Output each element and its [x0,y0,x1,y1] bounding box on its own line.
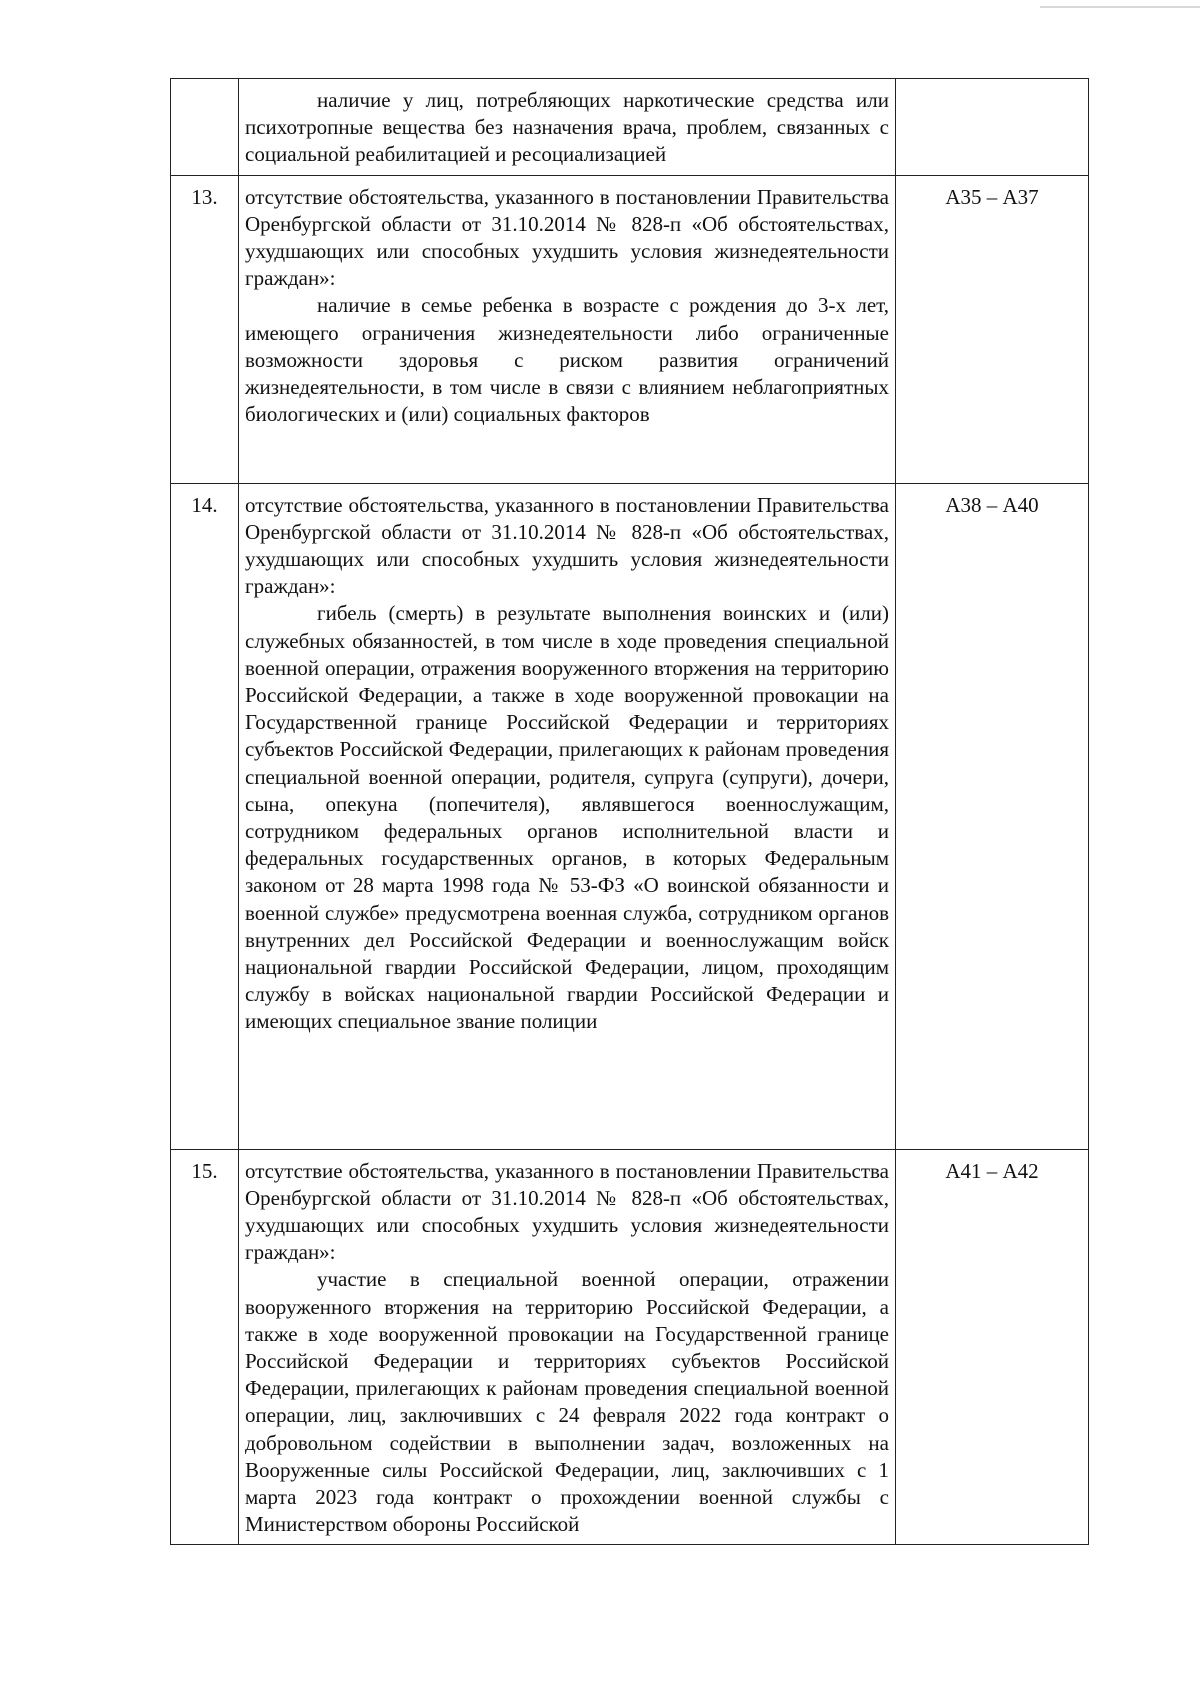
row-paragraph: наличие у лиц, потребляющих наркотические средства или психотропные вещества без назначения врача, проблем, связанных с социальной реабилитацией и ресоциализацией [245,88,889,167]
row-paragraph: наличие в семье ребенка в возрасте с рождения до 3-х лет, имеющего ограничения жизнедеятельности либо ограниченные возможности здоровья с риском развития ограничений жизнедеятельности, в том числе в связи с влиянием неблагоприятных биологических и (или) социальных факторов [245,293,889,427]
table-row [171,483,1089,1149]
row-paragraph: отсутствие обстоятельства, указанного в постановлении Правительства Оренбургской области от 31.10.2014 № 828-п «Об обстоятельствах, ухудшающих или способных ухудшить условия жизнедеятельности граждан»: [245,184,889,291]
row-description [239,1149,896,1545]
row-number [171,79,239,176]
row-code: А38 – А40 [896,483,1089,1149]
table-row [171,175,1089,483]
table-row [171,79,1089,176]
scan-edge-mark [1040,6,1200,8]
criteria-table [170,78,1089,1545]
row-description [239,79,896,176]
row-number: 14. [171,483,239,1149]
row-number: 15. [171,1149,239,1545]
row-code: А35 – А37 [896,175,1089,483]
row-paragraph: гибель (смерть) в результате выполнения воинских и (или) служебных обязанностей, в том числе в ходе проведения специальной военной операции, отражения вооруженного вторжения на территорию Российской Федерации, а также в ходе вооруженной провокации на Государственной границе Российской Федерации и территориях субъектов Российской Федерации, прилегающих к районам проведения специальной военной операции, родителя, супруга (супруги), дочери, сына, опекуна (попечителя), являвшегося военнослужащим, сотрудником федеральных органов исполнительной власти и федеральных государственных органов, в которых Федеральным законом от 28 марта 1998 года № 53-ФЗ «О воинской обязанности и военной службе» предусмотрена военная служба, сотрудником органов внутренних дел Российской Федерации и военнослужащим войск национальной гвардии Российской Федерации, лицом, проходящим службу в войсках национальной гвардии Российской Федерации и имеющих специальное звание полиции [245,601,889,1034]
row-description [239,483,896,1149]
row-paragraph: отсутствие обстоятельства, указанного в постановлении Правительства Оренбургской области от 31.10.2014 № 828-п «Об обстоятельствах, ухудшающих или способных ухудшить условия жизнедеятельности граждан»: [245,1158,889,1265]
row-number: 13. [171,175,239,483]
table-row [171,1149,1089,1545]
row-paragraph: отсутствие обстоятельства, указанного в постановлении Правительства Оренбургской области от 31.10.2014 № 828-п «Об обстоятельствах, ухудшающих или способных ухудшить условия жизнедеятельности граждан»: [245,492,889,599]
row-code [896,79,1089,176]
row-paragraph: участие в специальной военной операции, отражении вооруженного вторжения на территорию Российской Федерации, а также в ходе вооруженной провокации на Государственной границе Российской Федерации и территориях субъектов Российской Федерации, прилегающих к районам проведения специальной военной операции, лиц, заключивших с 24 февраля 2022 года контракт о добровольном содействии в выполнении задач, возложенных на Вооруженные силы Российской Федерации, лиц, заключивших с 1 марта 2023 года контракт о прохождении военной службы с Министерством обороны Российской [245,1267,889,1537]
row-description [239,175,896,483]
row-code: А41 – А42 [896,1149,1089,1545]
